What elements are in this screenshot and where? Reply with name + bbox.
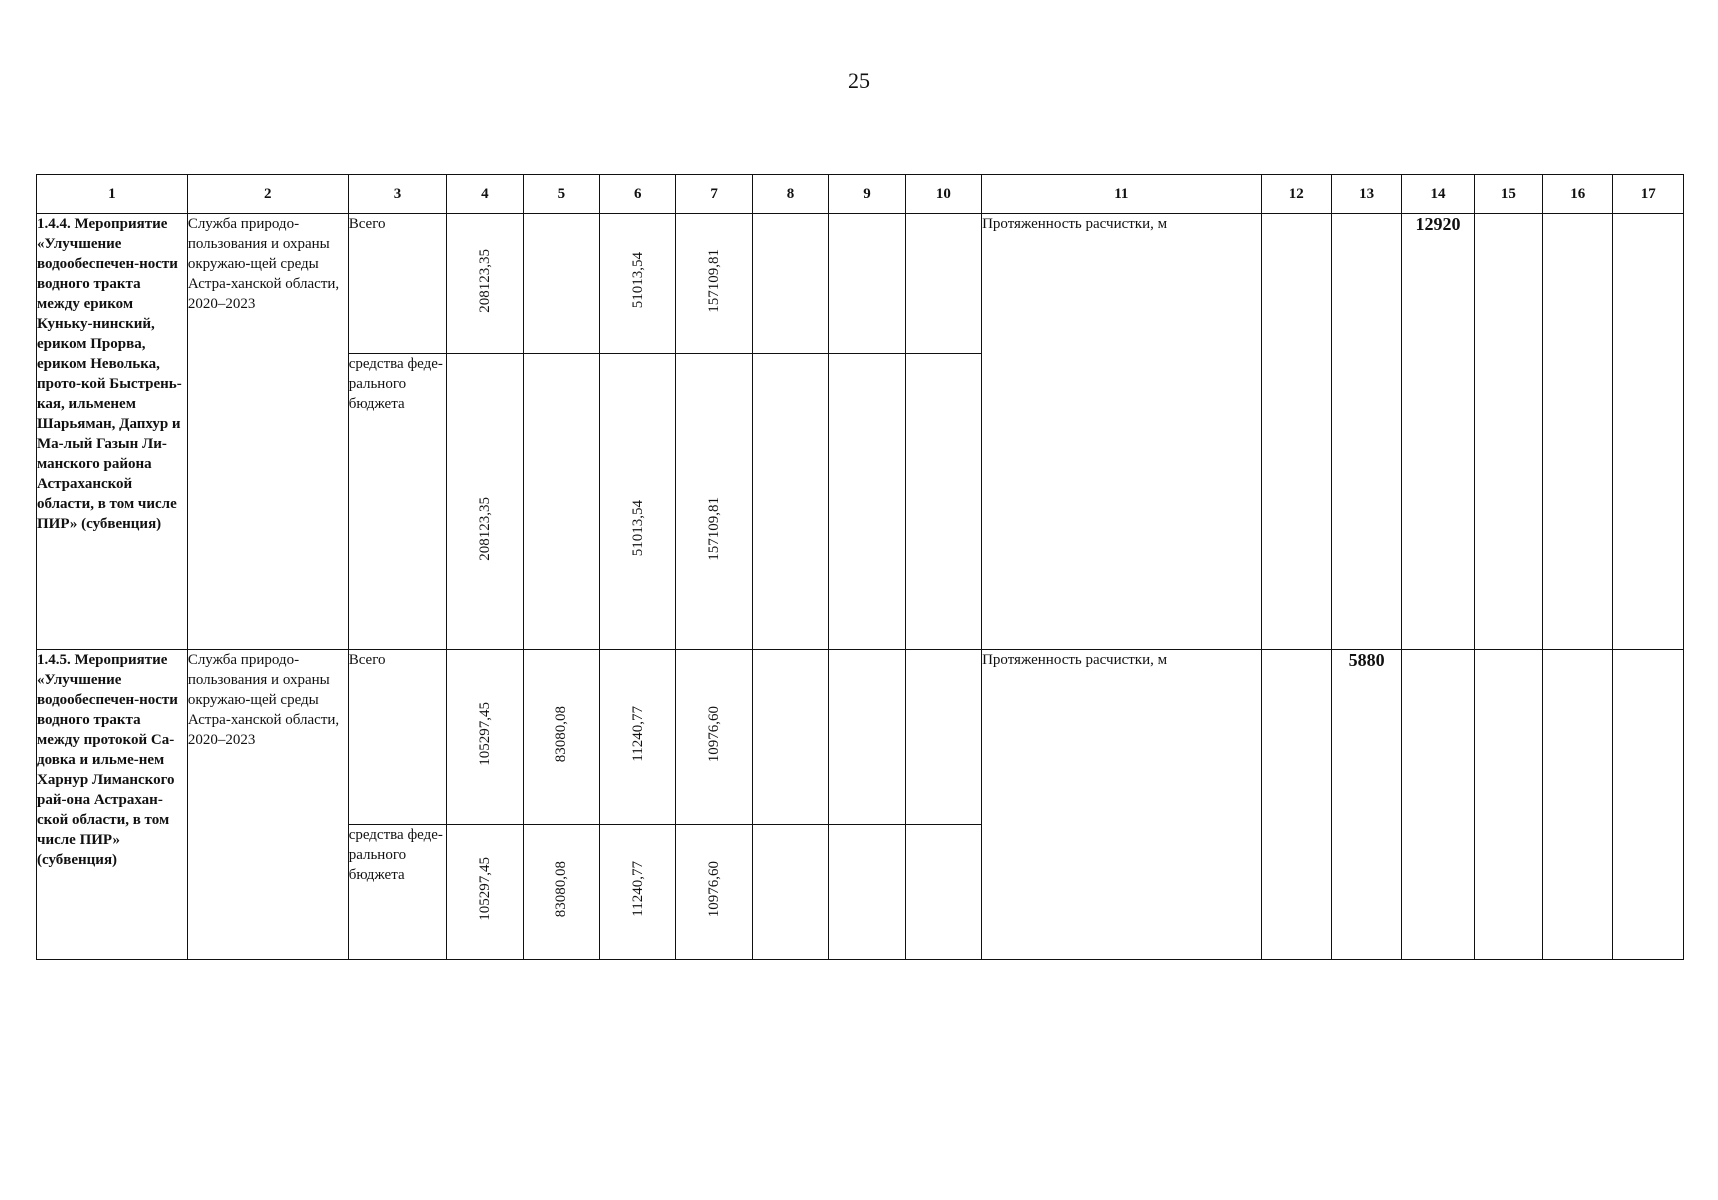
value-cell: 157109,81 <box>676 214 752 354</box>
column-header: 4 <box>447 175 523 214</box>
empty-cell <box>1474 650 1542 960</box>
empty-cell <box>905 214 981 354</box>
value-cell: 51013,54 <box>600 214 676 354</box>
value-cell: 208123,35 <box>447 214 523 354</box>
empty-cell <box>829 214 905 354</box>
column-header: 13 <box>1331 175 1401 214</box>
column-header: 14 <box>1402 175 1474 214</box>
value-cell: 83080,08 <box>523 825 599 960</box>
column-header: 8 <box>752 175 828 214</box>
table-row <box>37 214 1684 354</box>
value-cell: 105297,45 <box>447 825 523 960</box>
indicator-cell: Протяженность расчистки, м <box>982 650 1262 960</box>
empty-cell <box>829 650 905 825</box>
column-header: 11 <box>982 175 1262 214</box>
executor-cell: Служба природо-пользования и охраны окружаю-щей среды Астра-ханской области, 2020–2023 <box>187 650 348 960</box>
executor-cell: Служба природо-пользования и охраны окружаю-щей среды Астра-ханской области, 2020–2023 <box>187 214 348 650</box>
empty-cell <box>1474 214 1542 650</box>
indicator-cell: Протяженность расчистки, м <box>982 214 1262 650</box>
funding-source-cell: средства феде-рального бюджета <box>348 825 447 960</box>
empty-cell <box>752 650 828 825</box>
column-header: 5 <box>523 175 599 214</box>
empty-cell <box>1543 214 1613 650</box>
column-header: 3 <box>348 175 447 214</box>
value-cell: 10976,60 <box>676 825 752 960</box>
indicator-value-cell: 12920 <box>1402 214 1474 650</box>
page-number: 25 <box>848 68 870 93</box>
empty-cell <box>1261 650 1331 960</box>
empty-cell <box>905 825 981 960</box>
empty-cell <box>829 825 905 960</box>
value-cell <box>523 214 599 354</box>
empty-cell <box>752 354 828 650</box>
header-row <box>37 175 1684 214</box>
column-header: 7 <box>676 175 752 214</box>
funding-source-cell: Всего <box>348 214 447 354</box>
item-name-cell: 1.4.5. Мероприятие «Улучшение водообеспечен-ности водного тракта между протокой Са-довка и ильме-нем Харнур Лиманского рай-она Астрахан-ской области, в том числе ПИР» (субвенция) <box>37 650 188 960</box>
empty-cell <box>905 650 981 825</box>
column-header: 6 <box>600 175 676 214</box>
column-header: 15 <box>1474 175 1542 214</box>
value-cell: 51013,54 <box>600 354 676 650</box>
value-cell: 11240,77 <box>600 825 676 960</box>
empty-cell <box>752 825 828 960</box>
funding-source-cell: средства феде-рального бюджета <box>348 354 447 650</box>
column-header: 2 <box>187 175 348 214</box>
column-header: 12 <box>1261 175 1331 214</box>
value-cell <box>523 354 599 650</box>
budget-table <box>36 174 1684 960</box>
empty-cell <box>752 214 828 354</box>
table-row <box>37 650 1684 825</box>
column-header: 10 <box>905 175 981 214</box>
empty-cell <box>829 354 905 650</box>
item-name-cell: 1.4.4. Мероприятие «Улучшение водообеспечен-ности водного тракта между ериком Куньку-нинский, ериком Прорва, ериком Неволька, прото-кой Быстрень-кая, ильменем Шарьяман, Дапхур и Ма-лый Газын Ли-манского района Астраханской области, в том числе ПИР» (субвенция) <box>37 214 188 650</box>
empty-cell <box>1613 214 1684 650</box>
column-header: 16 <box>1543 175 1613 214</box>
empty-cell <box>1543 650 1613 960</box>
value-cell: 208123,35 <box>447 354 523 650</box>
column-header: 17 <box>1613 175 1684 214</box>
indicator-value-cell: 5880 <box>1331 650 1401 960</box>
empty-cell <box>1331 214 1401 650</box>
value-cell: 10976,60 <box>676 650 752 825</box>
empty-cell <box>1261 214 1331 650</box>
empty-cell <box>905 354 981 650</box>
column-header: 9 <box>829 175 905 214</box>
value-cell: 83080,08 <box>523 650 599 825</box>
funding-source-cell: Всего <box>348 650 447 825</box>
empty-cell <box>1402 650 1474 960</box>
value-cell: 157109,81 <box>676 354 752 650</box>
empty-cell <box>1613 650 1684 960</box>
column-header: 1 <box>37 175 188 214</box>
value-cell: 11240,77 <box>600 650 676 825</box>
value-cell: 105297,45 <box>447 650 523 825</box>
